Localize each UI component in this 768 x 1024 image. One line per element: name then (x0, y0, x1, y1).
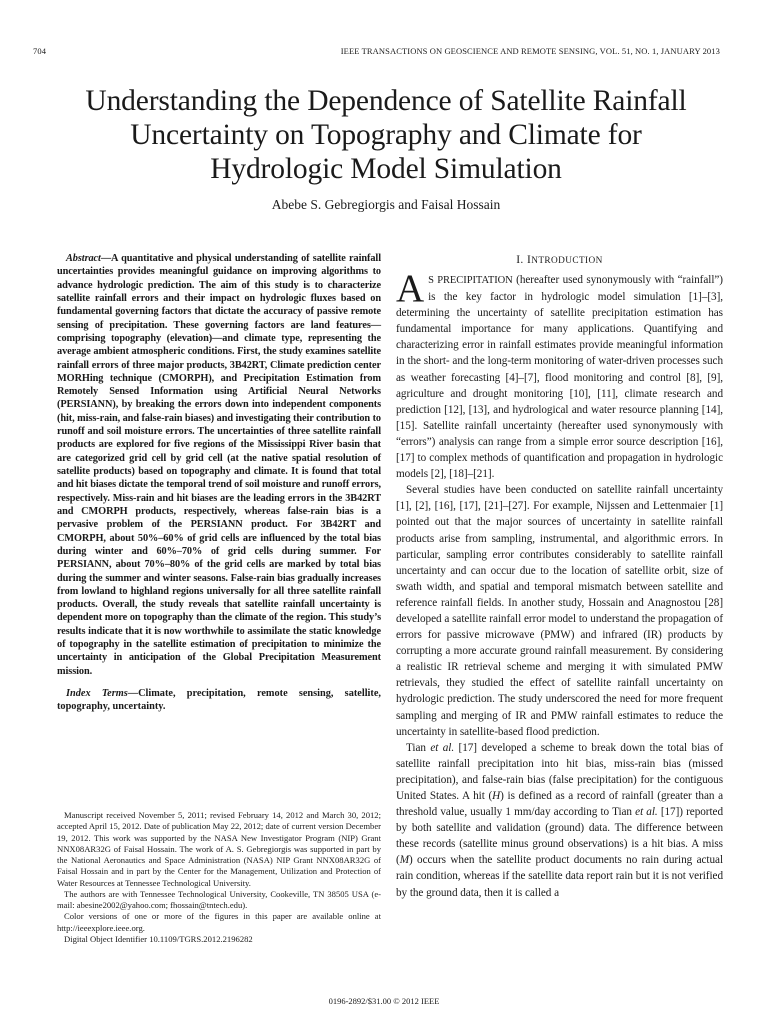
section-title (527, 254, 603, 266)
section-heading (396, 254, 723, 266)
intro-paragraph-2: Several studies have been conducted on satellite rainfall uncertainty [1], [2], [16], [17], [21]–[27]. For example, Nijssen and Lettenmaier [1] pointed out that the major sources of uncertainty in satellite rainfall products arise from sampling, instrumental, and algorithmic errors. In particular, sampling error contributes considerably to satellite rainfall uncertainty and can occur due to the location of satellite orbit, size of swath width, and spatial and temporal mismatch between satellite and reference rainfall fields. In another study, Hossain and Anagnostou [28] developed a satellite rainfall error model to understand the propagation of errors for passive microwave (PMW) and infrared (IR) products by corrupting a more accurate ground rainfall measurement. By considering a realistic IR retrieval scheme and merging it with simulated PMW retrievals, they studied the effect of satellite rainfall uncertainty on hydrologic prediction. The study underscored the need for more frequent sampling and merging of IR and PMW rainfall estimates to reduce the uncertainty in satellite-based flood prediction. (396, 484, 723, 738)
intro-p1-text: (hereafter used synonymously with “rainfall”) is the key factor in hydrologic model simulation [1]–[3], determining the uncertainty of satellite precipitation estimation has fundamental importance for many applications. Quantifying and characterizing error in rainfall estimates provide meaningful information in the short- and the long-term monitoring of water-driven processes such as weather forecasting [4]–[7], flood monitoring and control [8], [9], agriculture and drought monitoring [10], [11], climate research and prediction [12], [13], and hydrological and water resource planning [14], [15]. Satellite rainfall uncertainty (hereafter used synonymously with “errors”) analysis can range from a simple error source description [16], [17] to complex methods of quantification and propagation in hydrologic models [2], [18]–[21]. (396, 274, 723, 481)
p3-text-e: ) occurs when the satellite product documents no rain during actual rain condition, whereas if the satellite data report rain but it is not verified by the ground data, then it is called a (396, 854, 723, 899)
title-line-2: Uncertainty on Topography and Climate for (130, 119, 642, 151)
index-terms (57, 687, 381, 714)
copyright-footer: 0196-2892/$31.00 © 2012 IEEE (328, 996, 440, 1006)
p3-text-b: [17] developed a scheme to break down the total bias of satellite rainfall precipitation into hit bias, miss-rain bias (missed precipitation), and false-rain bias (false precipitation) for the contiguous United States. A hit ( (396, 741, 724, 802)
authors: Abebe S. Gebregiorgis and Faisal Hossain (271, 197, 501, 212)
journal-name: IEEE TRANSACTIONS ON GEOSCIENCE AND REMOTE SENSING, VOL. 51, NO. 1, JANUARY 2013 (340, 46, 720, 56)
symbol-miss: M (399, 854, 409, 867)
right-column (396, 254, 723, 901)
title-line-3: Hydrologic Model Simulation (210, 153, 562, 185)
p3-text-d: [17]) reported by both satellite and validation (ground) data. The difference between these records (satellite minus ground observations) is a hit bias. A miss ( (396, 806, 723, 867)
abstract-text: —A quantitative and physical understanding of satellite rainfall uncertainties provides meaningful guidance on improving algorithms to advance hydrologic prediction. The aim of this study is to characterize satellite rainfall errors and their impact on hydrologic fluxes based on fundamental governing factors that dictate the accuracy of passive remote sensing of precipitation. These governing factors are land features—comprising topography (elevation)—and climate type, representing the average ambient atmospheric conditions. First, the study examines satellite rainfall errors of three major products, 3B42RT, Climate prediction center MORHing technique (CMORPH), and Precipitation Estimation from Remotely Sensed Information using Artificial Neural Networks (PERSIANN), by breaking the errors down into independent components (hit, miss-rain, and false-rain biases) and investigating their contribution to runoff and soil moisture errors. The uncertainties of three satellite rainfall products are explored for five regions of the Mississippi River basin that are categorized grid cell by grid cell (at the native spatial resolution of satellite products) based on topography and climate. It is found that total and hit biases dictate the temporal trend of soil moisture and runoff errors, respectively. Miss-rain and hit biases are the leading errors in the 3B42RT and CMORPH products, respectively, whereas false-rain bias is a pervasive problem of the PERSIANN product. For 3B42RT and CMORPH, about 50%–60% of grid cells are influenced by the total bias during winter and 60%–70% of grid cells during summer. For PERSIANN, about 70%–80% of the grid cells are marked by total bias during the summer and winter seasons. False-rain bias gradually increases from lowland to highland regions universally for all three satellite rainfall products. Overall, the study reveals that satellite rainfall uncertainty is dependent more on topography than the climate of the region. This study’s results indicate that it is now worthwhile to assimilate the static knowledge of topography in the satellite estimation of precipitation to minimize the uncertainty in anticipation of the Global Precipitation Measurement mission. (57, 253, 381, 677)
intro-paragraph-3 (396, 740, 723, 901)
index-terms-lead: Index Terms (66, 688, 128, 699)
left-column (57, 252, 381, 714)
index-terms-text: —Climate, precipitation, remote sensing, satellite, topography, uncertainty. (57, 688, 381, 713)
symbol-hit: H (492, 790, 501, 802)
footnote-manuscript: Manuscript received November 5, 2011; revised February 14, 2012 and March 30, 2012; accepted April 15, 2012. Date of publication May 22, 2012; date of current version December 19, 2012. This work was supported by the NASA New Investigator Program (NIP) Grant NNX08AR32G of Faisal Hossain. The work of A. S. Gebregiorgis was supported in part by the National Aeronautics and Space Administration (NASA) NIP Grant NNX08AR32G of Faisal Hossain and in part by the Center for the Management, Utilization and Protection of Water Resources at Tennessee Technological University. (57, 810, 381, 888)
page-number: 704 (33, 46, 47, 56)
p3-etal-2: et al. (635, 806, 658, 819)
footnote-color: Color versions of one or more of the figures in this paper are available online at http://ieeexplore.ieee.org. (57, 911, 381, 933)
footnote-affiliation: The authors are with Tennessee Technological University, Cookeville, TN 38505 USA (e-mail: abesine2002@yahoo.com; fhossain@tntech.edu). (57, 888, 381, 910)
section-title-initial: I (527, 254, 532, 266)
abstract-lead: Abstract (66, 253, 101, 264)
p3-text-c: ) is defined as a record of rainfall (greater than a threshold value, usually 1 mm/day according to Tian (396, 790, 723, 819)
title-line-1: Understanding the Dependence of Satellite Rainfall (85, 85, 687, 117)
section-title-rest: NTRODUCTION (531, 256, 603, 266)
p3-text-a: Tian (406, 741, 431, 754)
drop-cap: A (396, 267, 425, 310)
footnote (57, 810, 381, 945)
p3-etal: et al. (430, 741, 455, 754)
abstract (57, 252, 381, 678)
paper-title (40, 84, 732, 186)
intro-caps-lead: S PRECIPITATION (428, 275, 513, 286)
intro-paragraph-1 (396, 267, 723, 482)
footnote-doi: Digital Object Identifier 10.1109/TGRS.2012.2196282 (64, 933, 253, 944)
section-numeral: I. (516, 254, 524, 266)
